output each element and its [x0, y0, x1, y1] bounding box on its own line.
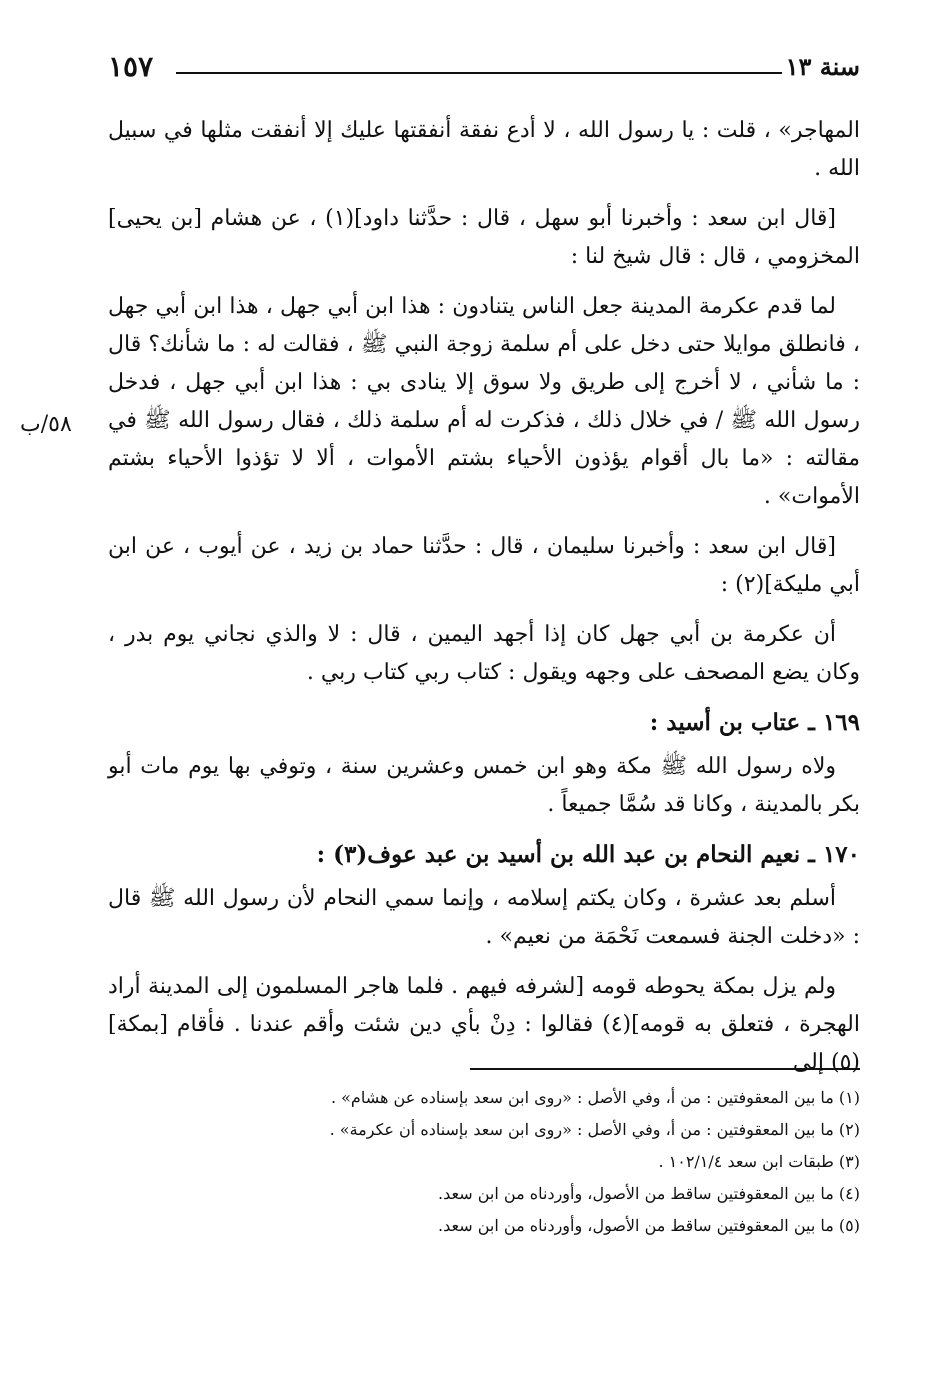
paragraph-3: لما قدم عكرمة المدينة جعل الناس يتنادون : هذا ابن أبي جهل ، هذا ابن أبي جهل ، فانطلق موايلا حتى دخل على أم سلمة زوجة النبي ﷺ ، فقالت له : ما شأنك؟ قال : ما شأني ، لا أخرج إلى طريق ولا سوق إلا ينادى بي : هذا ابن أبي جهل ، فدخل رسول الله ﷺ / في خلال ذلك ، فذكرت له أم سلمة ذلك ، فقال رسول الله ﷺ في مقالته : «ما بال أقوام يؤذون الأحياء بشتم الأموات ، ألا لا تؤذوا الأحياء بشتم الأموات» . [108, 294, 860, 509]
entry-169-text: ولاه رسول الله ﷺ مكة وهو ابن خمس وعشرين سنة ، وتوفي بها يوم مات أبو بكر بالمدينة ، وكانا قد سُمَّا جميعاً . [108, 754, 860, 817]
main-text [108, 112, 860, 1094]
paragraph-2: [قال ابن سعد : وأخبرنا أبو سهل ، قال : حدَّثنا داود](١) ، عن هشام [بن يحيى] المخزومي ، قال : قال شيخ لنا : [108, 206, 860, 269]
footnote-2: (٢) ما بين المعقوفتين : من أ، وفي الأصل : «روى ابن سعد بإسناده أن عكرمة» . [329, 1120, 860, 1139]
paragraph-1: المهاجر» ، قلت : يا رسول الله ، لا أدع نفقة أنفقتها عليك إلا أنفقت مثلها في سبيل الله . [108, 118, 860, 181]
entry-170-text-2: ولم يزل بمكة يحوطه قومه [لشرفه فيهم . فلما هاجر المسلمون إلى المدينة أراد الهجرة ، فتعلق به قومه](٤) فقالوا : دِنْ بأي دين شئت وأقم عندنا . فأقام [بمكة](٥) إلى [108, 974, 860, 1075]
header-rule [176, 72, 782, 74]
footnote-3: (٣) طبقات ابن سعد ١٠٢/١/٤ . [658, 1152, 860, 1171]
header-year: سنة ١٣ [785, 52, 860, 81]
footnotes [108, 1082, 860, 1242]
entry-heading-170: ١٧٠ ـ نعيم النحام بن عبد الله بن أسيد بن عبد عوف(٣) : [316, 841, 860, 868]
manuscript-folio-note: ٥٨/ب [20, 412, 72, 437]
footnote-separator [470, 1068, 860, 1070]
page-number: ١٥٧ [108, 50, 154, 83]
entry-heading-169: ١٦٩ ـ عتاب بن أسيد : [649, 709, 860, 736]
footnote-1: (١) ما بين المعقوفتين : من أ، وفي الأصل : «روى ابن سعد بإسناده عن هشام» . [330, 1088, 860, 1107]
entry-170-text-1: أسلم بعد عشرة ، وكان يكتم إسلامه ، وإنما سمي النحام لأن رسول الله ﷺ قال : «دخلت الجنة فسمعت نَحْمَة من نعيم» . [108, 886, 860, 949]
paragraph-5: أن عكرمة بن أبي جهل كان إذا أجهد اليمين ، قال : لا والذي نجاني يوم بدر ، وكان يضع المصحف على وجهه ويقول : كتاب ربي كتاب ربي . [108, 622, 860, 685]
footnote-4: (٤) ما بين المعقوفتين ساقط من الأصول، وأوردناه من ابن سعد. [438, 1184, 860, 1203]
running-header [108, 52, 860, 92]
footnote-5: (٥) ما بين المعقوفتين ساقط من الأصول، وأوردناه من ابن سعد. [438, 1216, 860, 1235]
paragraph-4: [قال ابن سعد : وأخبرنا سليمان ، قال : حدَّثنا حماد بن زيد ، عن أيوب ، عن ابن أبي مليكة](٢) : [108, 534, 860, 597]
